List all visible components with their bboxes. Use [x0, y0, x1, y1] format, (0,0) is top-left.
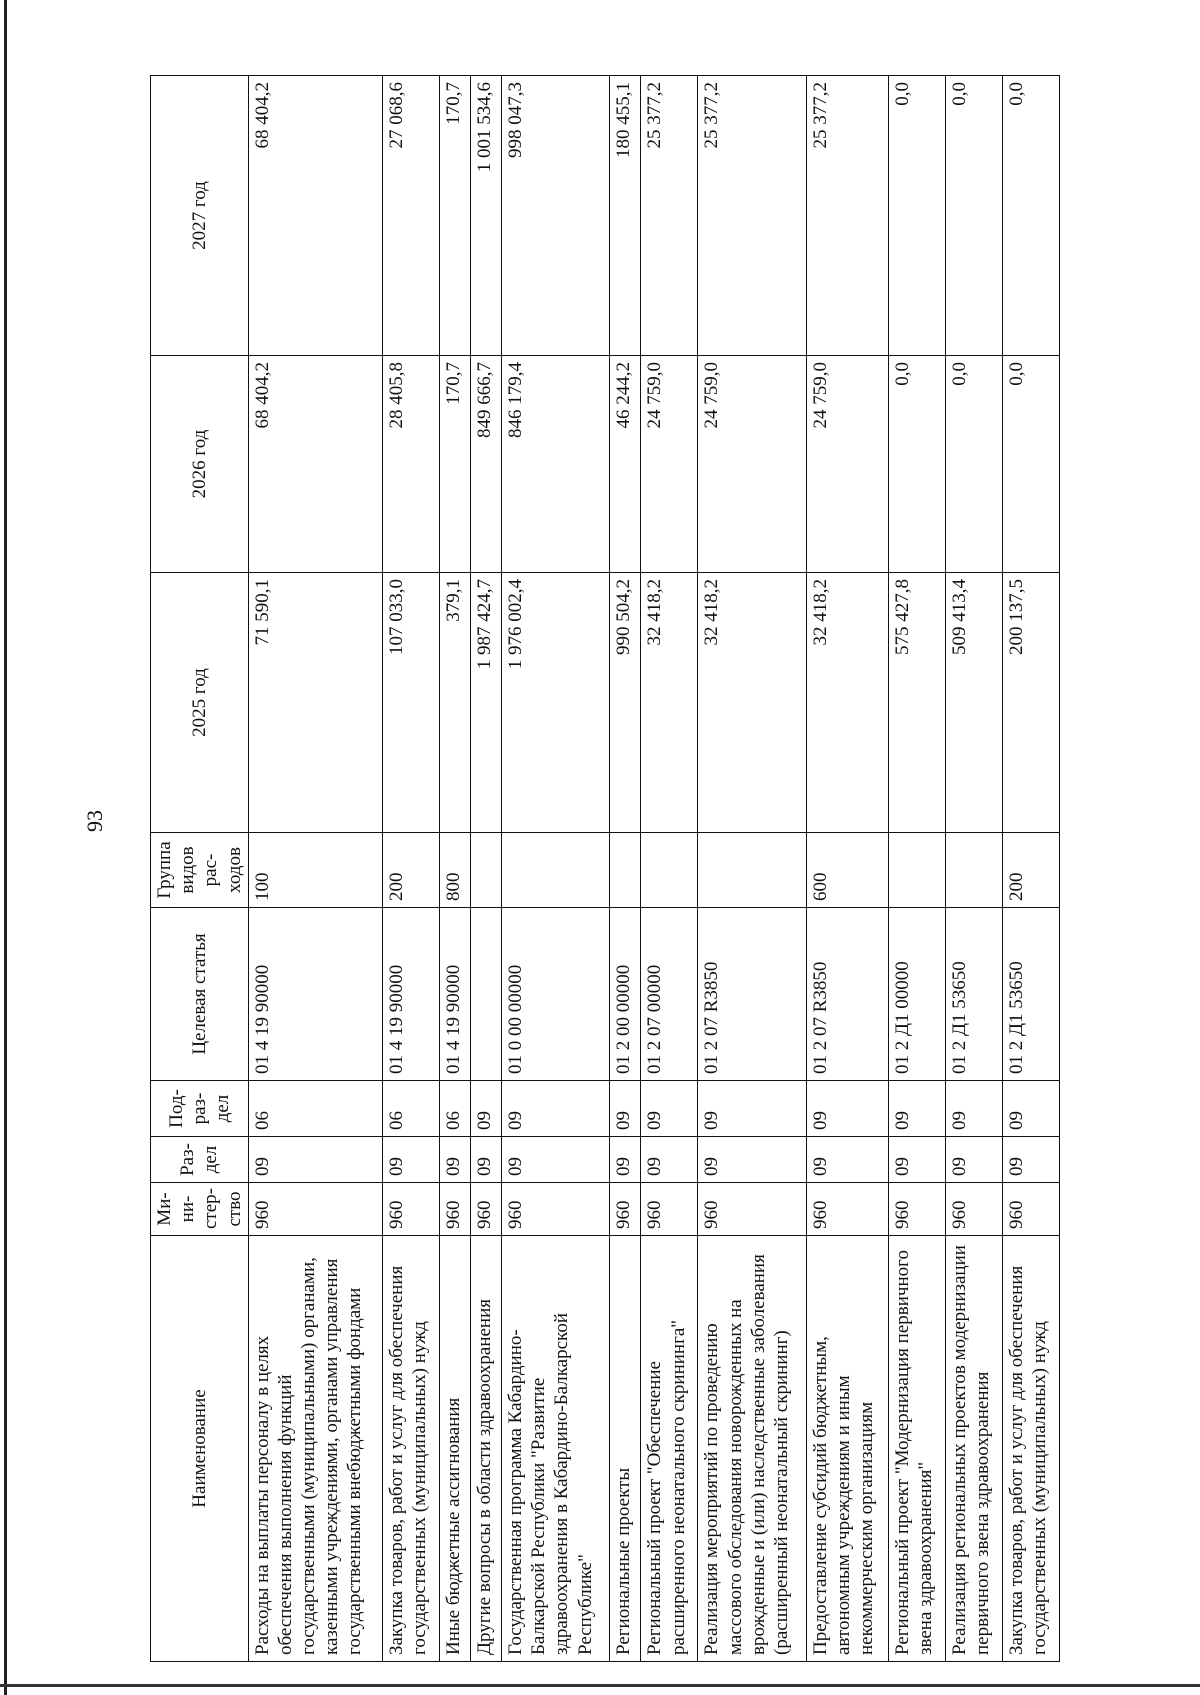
header-expense-group: Группа видов рас- ходов	[151, 833, 249, 908]
page-number: 93	[82, 810, 107, 832]
header-year-2027: 2027 год	[151, 76, 249, 356]
table-row	[806, 76, 889, 1662]
table-row	[698, 76, 806, 1662]
cell-ministry: 960	[248, 1183, 382, 1236]
cell-year-2025: 1 987 424,7	[470, 573, 501, 833]
cell-name: Иные бюджетные ассигнования	[439, 1236, 470, 1662]
cell-target-article	[470, 908, 501, 1081]
budget-table-container	[150, 76, 1060, 1662]
cell-expense-group: 800	[439, 833, 470, 908]
cell-ministry: 960	[946, 1183, 1003, 1236]
cell-ministry: 960	[889, 1183, 946, 1236]
cell-section: 09	[439, 1137, 470, 1183]
cell-year-2027: 180 455,1	[610, 76, 641, 356]
cell-section: 09	[641, 1137, 698, 1183]
cell-year-2027: 1 001 534,6	[470, 76, 501, 356]
cell-year-2025: 509 413,4	[946, 573, 1003, 833]
cell-ministry: 960	[641, 1183, 698, 1236]
cell-subsection: 09	[610, 1081, 641, 1137]
cell-section: 09	[946, 1137, 1003, 1183]
cell-year-2026: 28 405,8	[382, 356, 439, 573]
cell-subsection: 06	[439, 1081, 470, 1137]
cell-year-2025: 200 137,5	[1003, 573, 1060, 833]
table-row	[382, 76, 439, 1662]
table-row	[1003, 76, 1060, 1662]
cell-subsection: 06	[382, 1081, 439, 1137]
cell-year-2026: 0,0	[889, 356, 946, 573]
cell-year-2025: 32 418,2	[641, 573, 698, 833]
cell-name: Региональные проекты	[610, 1236, 641, 1662]
cell-target-article: 01 2 07 R3850	[698, 908, 806, 1081]
cell-name: Реализация региональных проектов модернизации первичного звена здравоохранения	[946, 1236, 1003, 1662]
cell-year-2027: 170,7	[439, 76, 470, 356]
cell-target-article: 01 2 Д1 53650	[1003, 908, 1060, 1081]
cell-year-2027: 0,0	[1003, 76, 1060, 356]
cell-ministry: 960	[501, 1183, 609, 1236]
cell-section: 09	[889, 1137, 946, 1183]
cell-name: Другие вопросы в области здравоохранения	[470, 1236, 501, 1662]
cell-year-2026: 46 244,2	[610, 356, 641, 573]
table-row	[641, 76, 698, 1662]
cell-section: 09	[501, 1137, 609, 1183]
cell-name: Государственная программа Кабардино-Балкарской Республики "Развитие здравоохранения в Кабардино-Балкарской Республике"	[501, 1236, 609, 1662]
cell-year-2026: 849 666,7	[470, 356, 501, 573]
cell-year-2025: 379,1	[439, 573, 470, 833]
cell-target-article: 01 2 Д1 53650	[946, 908, 1003, 1081]
cell-name: Расходы на выплаты персоналу в целях обеспечения выполнения функций государственными (муниципальными) органами, казенными учреждениями, органами управления государственными внебюджетными фондами	[248, 1236, 382, 1662]
table-body	[248, 76, 1059, 1662]
cell-year-2025: 32 418,2	[806, 573, 889, 833]
header-section: Раз- дел	[151, 1137, 249, 1183]
table-row	[248, 76, 382, 1662]
cell-subsection: 09	[806, 1081, 889, 1137]
cell-year-2026: 24 759,0	[698, 356, 806, 573]
cell-ministry: 960	[1003, 1183, 1060, 1236]
cell-target-article: 01 4 19 90000	[248, 908, 382, 1081]
cell-expense-group: 200	[382, 833, 439, 908]
cell-name: Предоставление субсидий бюджетным, автономным учреждениям и иным некоммерческим организациям	[806, 1236, 889, 1662]
cell-section: 09	[1003, 1137, 1060, 1183]
budget-table	[150, 75, 1060, 1662]
cell-year-2026: 68 404,2	[248, 356, 382, 573]
cell-expense-group	[641, 833, 698, 908]
cell-year-2027: 25 377,2	[698, 76, 806, 356]
cell-subsection: 06	[248, 1081, 382, 1137]
cell-year-2026: 24 759,0	[641, 356, 698, 573]
cell-expense-group	[946, 833, 1003, 908]
table-header-row	[151, 76, 249, 1662]
cell-section: 09	[610, 1137, 641, 1183]
cell-name: Реализация мероприятий по проведению массового обследования новорожденных на врожденные и (или) наследственные заболевания (расширенный неонатальный скрининг)	[698, 1236, 806, 1662]
cell-ministry: 960	[698, 1183, 806, 1236]
cell-year-2025: 1 976 002,4	[501, 573, 609, 833]
cell-subsection: 09	[1003, 1081, 1060, 1137]
cell-year-2027: 25 377,2	[641, 76, 698, 356]
cell-year-2025: 990 504,2	[610, 573, 641, 833]
cell-year-2025: 107 033,0	[382, 573, 439, 833]
header-subsection: Под- раз- дел	[151, 1081, 249, 1137]
table-row	[610, 76, 641, 1662]
cell-ministry: 960	[470, 1183, 501, 1236]
cell-target-article: 01 2 07 R3850	[806, 908, 889, 1081]
header-target-article: Целевая статья	[151, 908, 249, 1081]
cell-year-2027: 0,0	[946, 76, 1003, 356]
cell-year-2025: 71 590,1	[248, 573, 382, 833]
cell-expense-group	[889, 833, 946, 908]
cell-name: Закупка товаров, работ и услуг для обеспечения государственных (муниципальных) нужд	[382, 1236, 439, 1662]
scan-edge-left	[4, 0, 7, 1695]
cell-subsection: 09	[641, 1081, 698, 1137]
cell-subsection: 09	[470, 1081, 501, 1137]
cell-expense-group: 100	[248, 833, 382, 908]
cell-subsection: 09	[946, 1081, 1003, 1137]
cell-year-2026: 0,0	[946, 356, 1003, 573]
cell-year-2027: 0,0	[889, 76, 946, 356]
cell-ministry: 960	[439, 1183, 470, 1236]
header-year-2026: 2026 год	[151, 356, 249, 573]
table-row	[439, 76, 470, 1662]
cell-section: 09	[806, 1137, 889, 1183]
cell-target-article: 01 2 Д1 00000	[889, 908, 946, 1081]
cell-target-article: 01 4 19 90000	[382, 908, 439, 1081]
header-name: Наименование	[151, 1236, 249, 1662]
cell-ministry: 960	[610, 1183, 641, 1236]
cell-year-2026: 0,0	[1003, 356, 1060, 573]
cell-year-2025: 575 427,8	[889, 573, 946, 833]
cell-expense-group	[470, 833, 501, 908]
cell-target-article: 01 2 00 00000	[610, 908, 641, 1081]
cell-section: 09	[470, 1137, 501, 1183]
cell-target-article: 01 4 19 90000	[439, 908, 470, 1081]
cell-year-2025: 32 418,2	[698, 573, 806, 833]
cell-section: 09	[382, 1137, 439, 1183]
table-row	[501, 76, 609, 1662]
cell-subsection: 09	[698, 1081, 806, 1137]
cell-target-article: 01 0 00 00000	[501, 908, 609, 1081]
header-ministry: Ми- ни- стер- ство	[151, 1183, 249, 1236]
cell-expense-group: 200	[1003, 833, 1060, 908]
header-year-2025: 2025 год	[151, 573, 249, 833]
table-row	[470, 76, 501, 1662]
cell-section: 09	[248, 1137, 382, 1183]
scan-edge-bottom	[0, 1684, 1200, 1687]
cell-year-2026: 24 759,0	[806, 356, 889, 573]
cell-ministry: 960	[382, 1183, 439, 1236]
cell-year-2026: 170,7	[439, 356, 470, 573]
cell-year-2027: 998 047,3	[501, 76, 609, 356]
cell-expense-group	[610, 833, 641, 908]
cell-name: Региональный проект "Обеспечение расширенного неонатального скрининга"	[641, 1236, 698, 1662]
table-row	[889, 76, 946, 1662]
cell-target-article: 01 2 07 00000	[641, 908, 698, 1081]
cell-name: Закупка товаров, работ и услуг для обеспечения государственных (муниципальных) нужд	[1003, 1236, 1060, 1662]
cell-ministry: 960	[806, 1183, 889, 1236]
cell-expense-group	[698, 833, 806, 908]
cell-year-2027: 68 404,2	[248, 76, 382, 356]
cell-expense-group	[501, 833, 609, 908]
table-row	[946, 76, 1003, 1662]
cell-year-2027: 25 377,2	[806, 76, 889, 356]
cell-name: Региональный проект "Модернизация первичного звена здравоохранения"	[889, 1236, 946, 1662]
cell-year-2027: 27 068,6	[382, 76, 439, 356]
cell-subsection: 09	[501, 1081, 609, 1137]
cell-section: 09	[698, 1137, 806, 1183]
cell-expense-group: 600	[806, 833, 889, 908]
cell-subsection: 09	[889, 1081, 946, 1137]
cell-year-2026: 846 179,4	[501, 356, 609, 573]
